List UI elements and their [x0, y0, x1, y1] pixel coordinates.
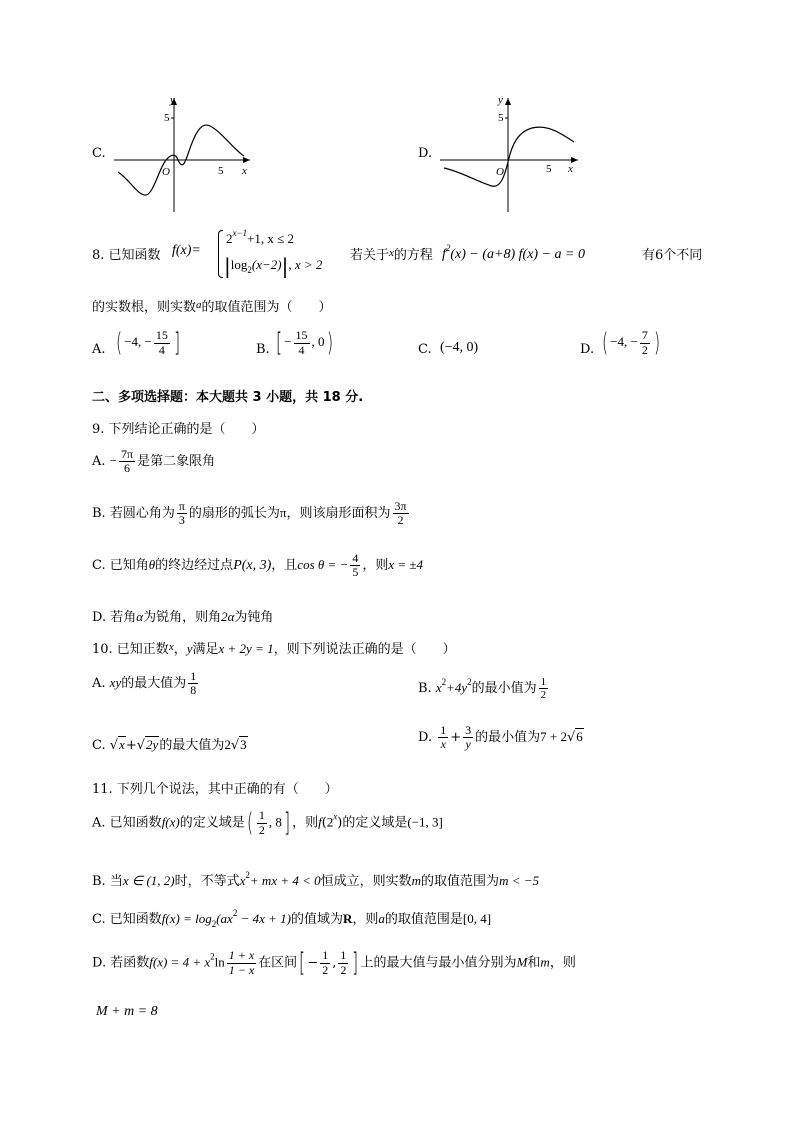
q11-option-a[interactable]: A. 已知函数f(x)的定义域是( $\frac{1}{2}$ , 8] ，则f(2$^x$)的定义域是(−1, 3] — [92, 808, 443, 838]
q8-option-b[interactable]: [ − $\frac{15}{4}$ , 0) — [276, 328, 333, 358]
y-tick-label: 5 — [164, 112, 170, 124]
q8-text-1: 若关于$^x$的方程 — [350, 247, 433, 263]
y-axis-label: y — [498, 94, 503, 106]
q8-option-d-label[interactable]: D. — [580, 342, 595, 357]
q11-stem: 11. 下列几个说法，其中正确的有（ ） — [92, 782, 338, 797]
x-axis-label: x — [242, 165, 247, 177]
q9-option-c[interactable]: C. 已知角θ的终边经过点P(x, 3)，且cos θ = − $\frac{4}{5}$ ，则x = ±4 — [92, 551, 424, 580]
x-tick-label: 5 — [546, 163, 552, 175]
q8-option-b-label[interactable]: B. — [256, 342, 270, 357]
y-tick-label: 5 — [498, 112, 504, 124]
q8-option-a-label[interactable]: A. — [92, 342, 106, 357]
q11-option-d[interactable]: D. 若函数$f(x) = 4 + x^2\ln$ $\frac{1 + x}{1 - x}$ 在区间[ − $\frac{1}{2}$ , $\frac{1}{2}$ ] 上的最大值与最小值分别为M和m，则 — [92, 948, 576, 978]
option-c-label: C. — [92, 146, 106, 161]
q9-stem: 9. 下列结论正确的是（ ） — [92, 422, 265, 437]
x-axis-arrow — [243, 157, 250, 163]
q8-options — [92, 328, 712, 372]
q10-option-c[interactable]: C. √x+√2y的最大值为2√3 — [92, 737, 247, 753]
section-2-heading: 二、多项选择题：本大题共 3 小题，共 18 分. — [92, 390, 364, 405]
q8-text-3: 有6个不同 — [642, 248, 703, 263]
q8-option-d[interactable]: ( −4, − $\frac{7}{2}$ ) — [602, 328, 660, 358]
curve-d — [444, 127, 574, 186]
q9-option-b[interactable]: B. 若圆心角为 $\frac{\pi}{3}$ 的扇形的弧长为π，则该扇形面积为 $\frac{3\pi}{2}$ — [92, 499, 407, 528]
piece-2: $|\log_2(x-2)|$, x > 2 — [224, 254, 323, 278]
question-8 — [92, 226, 712, 280]
piece-1: $2^{x-1}+1$, x ≤ 2 — [226, 228, 295, 246]
graph-d — [438, 92, 580, 214]
q11-option-b[interactable]: B. 当x ∈ (1, 2)时，不等式$x^2+$ mx + 4 < 0恒成立，则实数m的取值范围为m < −5 — [92, 870, 539, 889]
q9-option-d[interactable]: D. 若角α为锐角，则角2α为钝角 — [92, 609, 274, 625]
q8-option-c-label[interactable]: C. — [418, 342, 432, 357]
option-d-label: D. — [418, 146, 433, 161]
y-axis-label: y — [170, 94, 175, 106]
q11-d-result: M + m = 8 — [96, 1004, 158, 1019]
q10-stem: 10. 已知正数$^x$，y满足x + 2y = 1，则下列说法正确的是（ ） — [92, 641, 456, 657]
q10-option-d[interactable]: D. $\frac{1}{x}$ + $\frac{3}{y}$ 的最小值为7 + 2√6 — [418, 723, 583, 752]
q11-option-c[interactable]: C. 已知函数$f(x) = \log_2(ax^2 - 4x + 1)$的值域为R，则a的取值范围是[0, 4] — [92, 908, 492, 929]
x-axis-label: x — [568, 163, 573, 175]
q10-option-b[interactable]: B. $x^2+4y^2$的最小值为 $\frac{1}{2}$ — [418, 676, 547, 702]
q10-option-a[interactable]: A. xy的最大值为 $\frac{1}{8}$ — [92, 669, 197, 698]
q8-option-c[interactable]: (−4, 0) — [440, 340, 479, 355]
piecewise-brace — [218, 230, 223, 278]
origin-label: O — [496, 166, 504, 178]
y-axis-arrow — [505, 98, 511, 105]
q9-option-a[interactable]: A. − $\frac{7\pi}{6}$ 是第二象限角 — [92, 447, 216, 476]
q8-equation: $f^2(x) - (a+8) f(x) - a = 0$ — [442, 243, 585, 262]
graph-c — [112, 92, 252, 214]
x-tick-label: 5 — [218, 165, 224, 177]
origin-label: O — [162, 166, 170, 178]
q8-func: f(x)= — [172, 243, 201, 258]
q8-number: 8. 已知函数 — [92, 248, 161, 263]
q8-option-a[interactable]: ( −4, − $\frac{15}{4}$ ] — [116, 328, 180, 358]
q8-line-2: 的实数根，则实数$^a$的取值范围为（ ） — [92, 299, 332, 315]
